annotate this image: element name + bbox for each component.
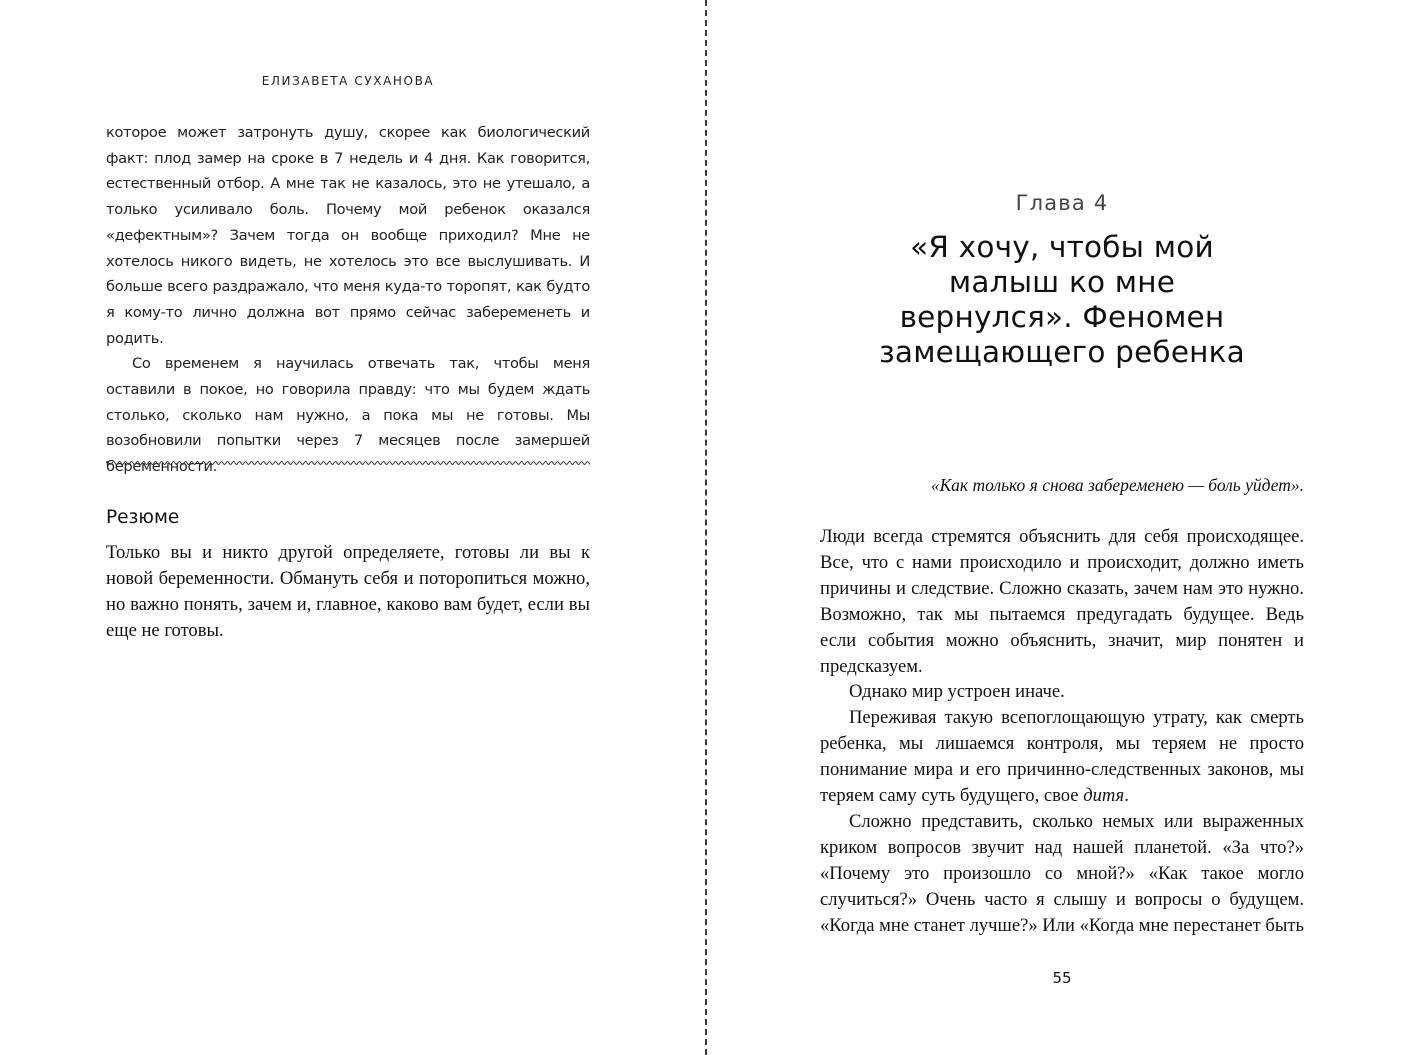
chapter-title (810, 230, 1314, 370)
page-number: 55 (1052, 969, 1072, 987)
paragraph: Однако мир устроен иначе. (849, 681, 1065, 703)
right-body-text (820, 524, 1304, 939)
running-head: ЕЛИЗАВЕТА СУХАНОВА (261, 74, 435, 88)
left-body-text (106, 120, 590, 480)
paragraph: Люди всегда стремятся объяснить для себя происходящее. Все, что с нами происходило и происходит, должно иметь причины и следствие. Сложно сказать, зачем нам это нужно. Возможно, так мы пытаемся предугадать будущее. Ведь если события можно объяснить, значит, мир понятен и предсказуем. (820, 526, 1304, 677)
paragraph-text: Переживая такую всепоглощающую утрату, как смерть ребенка, мы лишаемся контроля, мы теряем не просто понимание мира и его причинно-следственных законов, мы теряем саму суть будущего, свое (820, 707, 1304, 807)
paragraph-text: . (1124, 785, 1129, 807)
wavy-divider (106, 458, 590, 468)
right-page (708, 0, 1410, 1055)
page-fold-divider (705, 0, 707, 1055)
resume-body (106, 540, 590, 644)
chapter-title-line: вернулся». Феномен (899, 300, 1225, 334)
chapter-label: Глава 4 (1015, 191, 1109, 215)
section-heading: Резюме (106, 507, 180, 528)
emphasis-text: дитя (1083, 785, 1125, 807)
paragraph: Сложно представить, сколько немых или выраженных криком вопросов звучит над нашей планетой. «За что?» «Почему это произошло со мной?» «Как такое могло случиться?» Очень часто я слышу и вопросы о будущем. «Когда мне станет лучше?» Или «Когда мне перестанет быть (820, 810, 1304, 936)
chapter-title-line: «Я хочу, чтобы мой (910, 230, 1214, 264)
paragraph: которое может затронуть душу, скорее как биологический факт: плод замер на сроке в 7 недель и 4 дня. Как говорится, естественный отбор. А мне так не казалось, это не утешало, а только усиливало боль. Почему мой ребенок оказался «дефектным»? Зачем тогда он вообще приходил? Мне не хотелось никого видеть, не хотелось это все выслушивать. И больше всего раздражало, что меня куда-то торопят, как будто я кому-то лично должна вот прямо сейчас забеременеть и родить. (106, 124, 590, 347)
left-page (0, 0, 704, 1055)
chapter-title-line: малыш ко мне (948, 265, 1176, 299)
chapter-title-line: замещающего ребенка (879, 335, 1245, 369)
epigraph: «Как только я снова забеременею — боль уйдет». (930, 475, 1304, 495)
paragraph: Только вы и никто другой определяете, готовы ли вы к новой беременности. Обмануть себя и поторопиться можно, но важно понять, зачем и, главное, каково вам будет, если вы еще не готовы. (106, 542, 590, 641)
paragraph (820, 705, 1304, 809)
paragraph: Со временем я научилась отвечать так, чтобы меня оставили в покое, но говорила правду: что мы будем ждать столько, сколько нам нужно, а пока мы не готовы. Мы возобновили попытки через 7 месяцев после замершей беременности. (106, 355, 590, 476)
